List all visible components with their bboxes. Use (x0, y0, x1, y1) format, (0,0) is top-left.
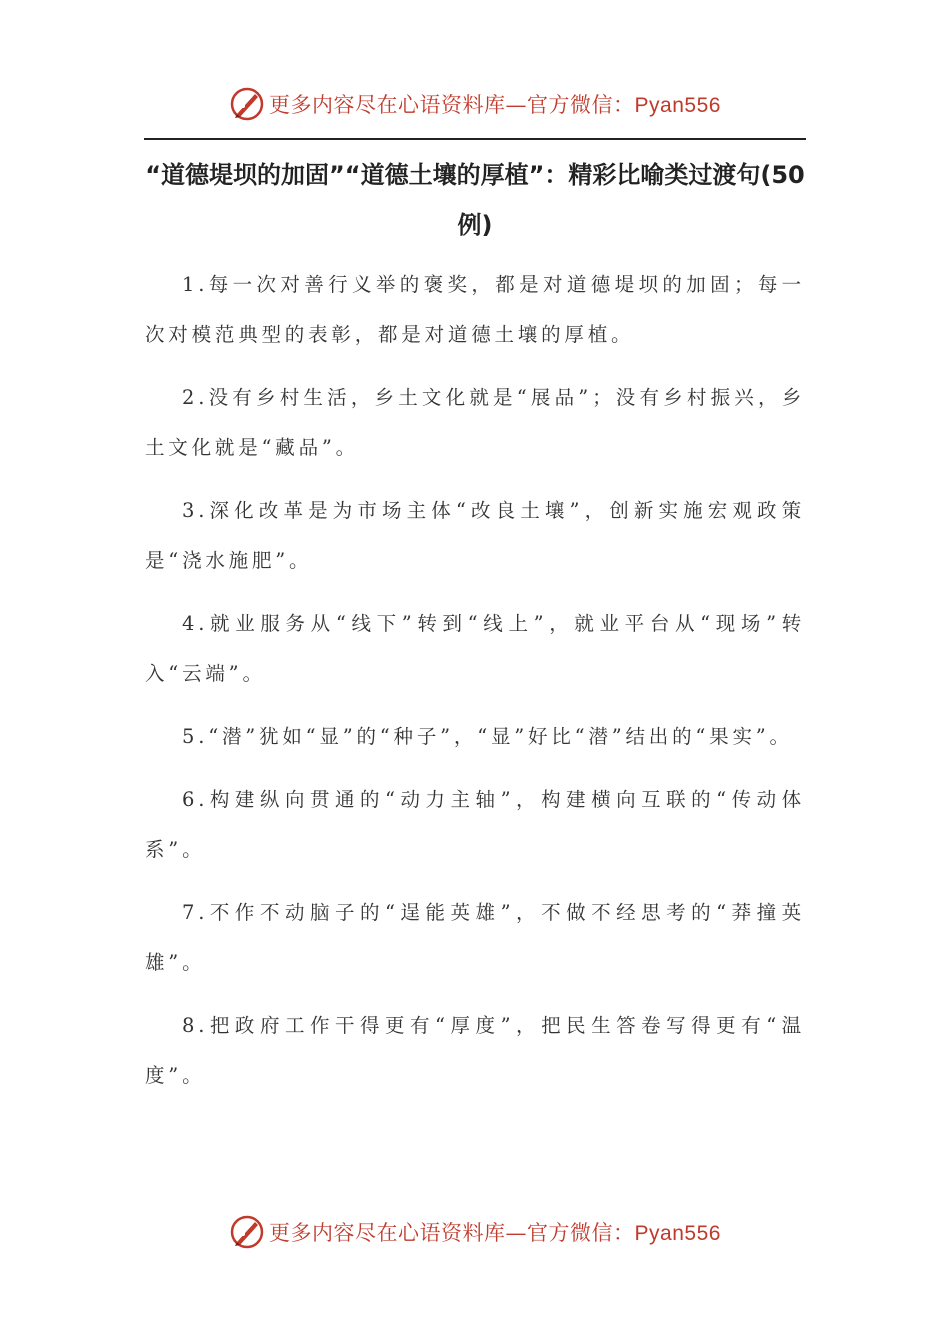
paragraph: 1.每一次对善行义举的褒奖，都是对道德堤坝的加固；每一次对模范典型的表彰，都是对道德土壤的厚植。 (145, 273, 805, 346)
pen-logo-icon (229, 1214, 265, 1250)
header-divider (144, 138, 806, 140)
wechat-id: Pyan556 (634, 1222, 721, 1245)
banner-text: 更多内容尽在心语资料库—官方微信： (269, 1221, 635, 1245)
paragraph: 7.不作不动脑子的“逞能英雄”，不做不经思考的“莽撞英雄”。 (145, 901, 805, 974)
wechat-id: Pyan556 (634, 94, 721, 117)
paragraph: 8.把政府工作干得更有“厚度”，把民生答卷写得更有“温度”。 (145, 1014, 805, 1087)
footer-banner (0, 1210, 950, 1254)
paragraph: 6.构建纵向贯通的“动力主轴”，构建横向互联的“传动体系”。 (145, 788, 805, 861)
paragraph: 5.“潜”犹如“显”的“种子”，“显”好比“潜”结出的“果实”。 (182, 725, 793, 748)
paragraph: 4.就业服务从“线下”转到“线上”，就业平台从“现场”转入“云端”。 (145, 612, 805, 685)
pen-logo-icon (229, 86, 265, 122)
document-body (145, 260, 805, 1114)
banner-text: 更多内容尽在心语资料库—官方微信： (269, 93, 635, 117)
document-title: “道德堤坝的加固”“道德土壤的厚植”：精彩比喻类过渡句(50例) (145, 161, 805, 239)
paragraph: 3.深化改革是为市场主体“改良土壤”，创新实施宏观政策是“浇水施肥”。 (145, 499, 805, 572)
paragraph: 2.没有乡村生活，乡土文化就是“展品”；没有乡村振兴，乡土文化就是“藏品”。 (145, 386, 805, 459)
header-banner (0, 82, 950, 126)
